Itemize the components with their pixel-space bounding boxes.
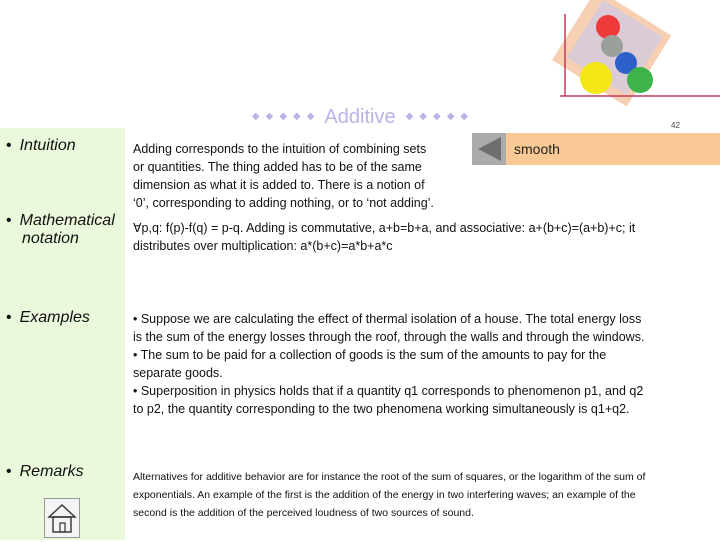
mathematical-label-line1: Mathematical bbox=[19, 212, 115, 229]
text-line: ‘0’, corresponding to adding nothing, or to ‘not adding’. bbox=[133, 196, 434, 210]
text-line: • The sum to be paid for a collection of goods is the sum of the amounts to pay for the bbox=[133, 348, 607, 362]
diamond-icon: ◆ bbox=[251, 111, 260, 122]
examples-label-text: Examples bbox=[19, 309, 90, 326]
diamond-icon: ◆ bbox=[405, 111, 414, 122]
diamond-icon: ◆ bbox=[446, 111, 455, 122]
remarks-text bbox=[133, 468, 719, 522]
smooth-label: smooth bbox=[514, 141, 560, 157]
diamond-icon: ◆ bbox=[279, 111, 288, 122]
text-line: separate goods. bbox=[133, 366, 223, 380]
diamond-icon: ◆ bbox=[265, 111, 274, 122]
text-line: is the sum of the energy losses through the roof, through the walls and through the windows. bbox=[133, 330, 645, 344]
intuition-label-text: Intuition bbox=[19, 137, 76, 154]
diamond-icon: ◆ bbox=[432, 111, 441, 122]
page-number: 42 bbox=[671, 121, 680, 130]
text-line: dimension as what it is added to. There is a notion of bbox=[133, 178, 425, 192]
diamond-icon: ◆ bbox=[306, 111, 315, 122]
smooth-bar[interactable] bbox=[472, 133, 720, 165]
mathematical-label-line2: notation bbox=[22, 230, 79, 247]
home-icon bbox=[45, 499, 79, 537]
mathematical-notation-label: • Mathematical notation bbox=[6, 212, 115, 247]
examples-label: • Examples bbox=[6, 309, 90, 326]
text-line: • Superposition in physics holds that if a quantity q1 corresponds to phenomenon p1, and q2 bbox=[133, 384, 644, 398]
intuition-label: • Intuition bbox=[6, 137, 76, 154]
text-line: to p2, the quantity corresponding to the two phenomena working simultaneously is q1+q2. bbox=[133, 402, 630, 416]
text-line: exponentials. An example of the first is the addition of the energy in two interfering waves; an example of the bbox=[133, 489, 636, 501]
diamond-icon: ◆ bbox=[460, 111, 469, 122]
mathematical-text bbox=[133, 219, 713, 255]
text-line: Alternatives for additive behavior are for instance the root of the sum of squares, or the logarithm of the sum of bbox=[133, 471, 646, 483]
remarks-label: • Remarks bbox=[6, 463, 84, 480]
back-button[interactable] bbox=[472, 133, 506, 165]
slide-title: Additive bbox=[324, 105, 396, 128]
text-line: ∀p,q: f(p)-f(q) = p-q. Adding is commutative, a+b=b+a, and associative: a+(b+c)=(a+b)+c; it bbox=[133, 221, 636, 235]
left-triangle-icon bbox=[474, 135, 504, 163]
remarks-label-text: Remarks bbox=[19, 463, 84, 480]
diamond-icon: ◆ bbox=[419, 111, 427, 122]
text-line: or quantities. The thing added has to be of the same bbox=[133, 160, 422, 174]
text-line: second is the addition of the perceived loudness of two sources of sound. bbox=[133, 507, 474, 519]
intuition-text bbox=[133, 140, 473, 212]
spheres-logo bbox=[520, 0, 720, 110]
text-line: • Suppose we are calculating the effect of thermal isolation of a house. The total energy loss bbox=[133, 312, 642, 326]
examples-text bbox=[133, 310, 713, 418]
home-button[interactable] bbox=[44, 498, 80, 538]
text-line: Adding corresponds to the intuition of combining sets bbox=[133, 142, 427, 156]
slide-title-row bbox=[200, 103, 520, 131]
diamond-icon: ◆ bbox=[293, 111, 301, 122]
text-line: distributes over multiplication: a*(b+c)=a*b+a*c bbox=[133, 239, 393, 253]
